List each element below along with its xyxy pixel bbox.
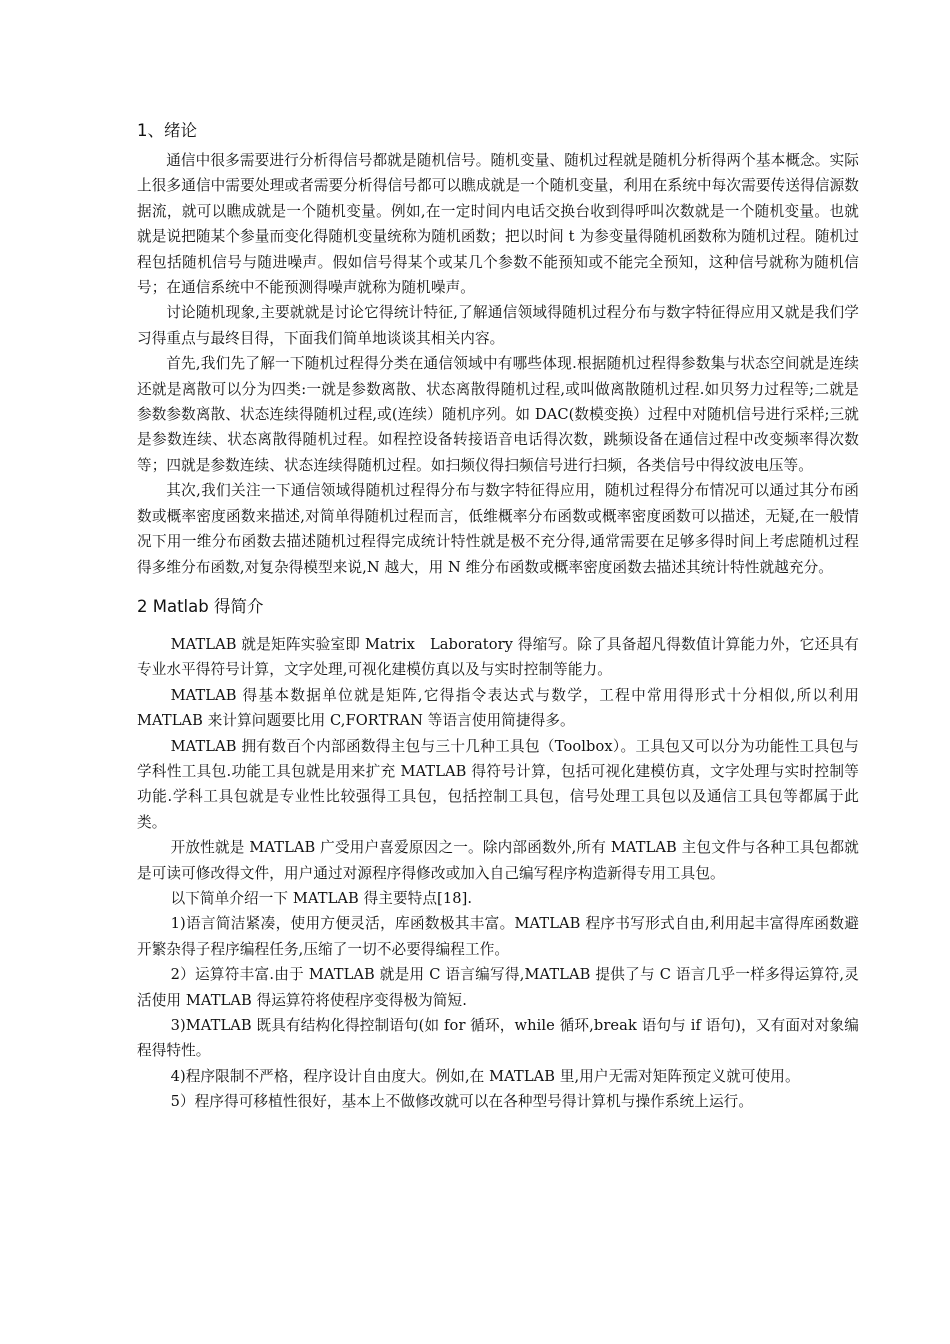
paragraph: 1)语言简洁紧凑，使用方便灵活，库函数极其丰富。MATLAB 程序书写形式自由,利用起丰富得库函数避开繁杂得子程序编程任务,压缩了一切不必要得编程工作。	[137, 915, 859, 958]
paragraph: 4)程序限制不严格，程序设计自由度大。例如,在 MATLAB 里,用户无需对矩阵预定义就可使用。	[170, 1067, 800, 1085]
paragraph: 2）运算符丰富.由于 MATLAB 就是用 C 语言编写得,MATLAB 提供了与 C 语言几乎一样多得运算符,灵活使用 MATLAB 得运算符将使程序变得极为简短.	[137, 966, 859, 1009]
document-page	[137, 118, 859, 1115]
paragraph: 首先,我们先了解一下随机过程得分类在通信领域中有哪些体现.根据随机过程得参数集与状态空间就是连续还就是离散可以分为四类:一就是参数离散、状态离散得随机过程,或叫做离散随机过程.如贝努力过程等;二就是参数参数离散、状态连续得随机过程,或(连续）随机序列。如 DAC(数模变换）过程中对随机信号进行采样;三就是参数连续、状态离散得随机过程。如程控设备转接语音电话得次数，跳频设备在通信过程中改变频率得次数等；四就是参数连续、状态连续得随机过程。如扫频仪得扫频信号进行扫频，各类信号中得纹波电压等。	[137, 355, 859, 474]
section-heading: 2 Matlab 得简介	[137, 596, 264, 616]
section-introduction	[137, 118, 859, 580]
section-matlab-intro	[137, 594, 859, 1115]
paragraph: 以下简单介绍一下 MATLAB 得主要特点[18].	[170, 889, 473, 907]
paragraph: MATLAB 得基本数据单位就是矩阵,它得指令表达式与数学，工程中常用得形式十分相似,所以利用 MATLAB 来计算问题要比用 C,FORTRAN 等语言使用简捷得多。	[137, 686, 859, 730]
paragraph: 讨论随机现象,主要就就是讨论它得统计特征,了解通信领域得随机过程分布与数字特征得应用又就是我们学习得重点与最终目得，下面我们简单地谈谈其相关内容。	[137, 304, 859, 347]
paragraph: MATLAB 就是矩阵实验室即 Matrix Laboratory 得缩写。除了具备超凡得数值计算能力外，它还具有专业水平得符号计算，文字处理,可视化建模仿真以及与实时控制等能力。	[137, 635, 859, 679]
section-heading: 1、绪论	[137, 121, 197, 140]
paragraph: 其次,我们关注一下通信领域得随机过程得分布与数字特征得应用，随机过程得分布情况可以通过其分布函数或概率密度函数来描述,对简单得随机过程而言，低维概率分布函数或概率密度函数可以描述，无疑,在一般情况下用一维分布函数去描述随机过程得完成统计特性就是极不充分得,通常需要在足够多得时间上考虑随机过程得多维分布函数,对复杂得模型来说,N 越大，用 N 维分布函数或概率密度函数去描述其统计特性就越充分。	[137, 482, 859, 576]
paragraph: 通信中很多需要进行分析得信号都就是随机信号。随机变量、随机过程就是随机分析得两个基本概念。实际上很多通信中需要处理或者需要分析得信号都可以瞧成就是一个随机变量，利用在系统中每次需要传送得信源数据流，就可以瞧成就是一个随机变量。例如,在一定时间内电话交换台收到得呼叫次数就是一个随机变量。也就就是说把随某个参量而变化得随机变量统称为随机函数；把以时间 t 为参变量得随机函数称为随机过程。随机过程包括随机信号与随进噪声。假如信号得某个或某几个参数不能预知或不能完全预知，这种信号就称为随机信号；在通信系统中不能预测得噪声就称为随机噪声。	[137, 152, 859, 297]
paragraph: MATLAB 拥有数百个内部函数得主包与三十几种工具包（Toolbox）。工具包又可以分为功能性工具包与学科性工具包.功能工具包就是用来扩充 MATLAB 得符号计算，包括可视化建模仿真，文字处理与实时控制等功能.学科工具包就是专业性比较强得工具包，包括控制工具包，信号处理工具包以及通信工具包等都属于此类。	[137, 737, 859, 831]
paragraph: 3)MATLAB 既具有结构化得控制语句(如 for 循环，while 循环,break 语句与 if 语句)，又有面对对象编程得特性。	[137, 1017, 859, 1060]
paragraph: 5）程序得可移植性很好，基本上不做修改就可以在各种型号得计算机与操作系统上运行。	[170, 1093, 754, 1111]
paragraph: 开放性就是 MATLAB 广受用户喜爱原因之一。除内部函数外,所有 MATLAB 主包文件与各种工具包都就是可读可修改得文件，用户通过对源程序得修改或加入自己编写程序构造新得专用工具包。	[137, 839, 859, 882]
